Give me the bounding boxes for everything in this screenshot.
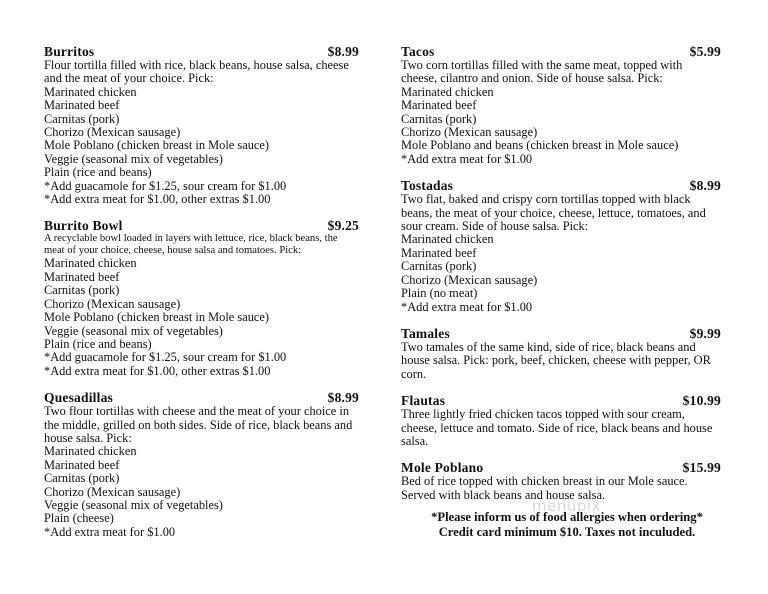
item-name: Tamales [401,325,450,341]
item-option: Carnitas (pork) [44,111,120,126]
item-name: Flautas [401,393,446,409]
item-option: Marinated beef [401,245,477,260]
item-price: $9.99 [689,325,721,341]
right-column [401,44,721,514]
item-option: *Add guacamole for $1.25, sour cream for $1.00 [44,178,287,193]
item-option: Mole Poblano (chicken breast in Mole sauce) [44,310,270,325]
item-option: Mole Poblano and beans (chicken breast in Mole sauce) [401,138,679,153]
item-option: Plain (cheese) [44,511,114,526]
item-price: $9.25 [327,218,359,234]
item-option: Chorizo (Mexican sausage) [44,125,181,140]
menu-item-burrito-bowl [44,218,359,378]
item-option: Carnitas (pork) [401,111,477,126]
item-option: Plain (no meat) [401,286,478,301]
item-header [401,178,721,193]
item-header [401,393,721,408]
menu-item-tacos [401,44,721,166]
item-header [401,460,721,475]
item-option: *Add guacamole for $1.25, sour cream for $1.00 [44,350,287,365]
item-option: Chorizo (Mexican sausage) [44,484,181,499]
item-description: A recyclable bowl loaded in layers with lettuce, rice, black beans, the meat of your choice, cheese, house salsa and tomatoes. Pick: [44,233,338,257]
item-description: Two corn tortillas filled with the same meat, topped with cheese, cilantro and onion. Side of house salsa. Pick: [401,58,683,86]
item-option: Chorizo (Mexican sausage) [401,272,538,287]
item-name: Burrito Bowl [44,218,123,234]
item-header [44,218,359,233]
item-option: *Add extra meat for $1.00 [401,299,533,314]
notice-line-2: Credit card minimum $10. Taxes not inculuded. [438,525,696,539]
item-price: $8.99 [327,44,359,59]
item-option: Marinated beef [44,98,120,113]
item-option: Marinated beef [44,457,120,472]
item-description: Flour tortilla filled with rice, black beans, house salsa, cheese and the meat of your choice. Pick: [44,58,349,86]
watermark: menupix [532,497,601,515]
item-option: Chorizo (Mexican sausage) [44,296,181,311]
item-option: Marinated chicken [44,444,137,459]
item-price: $8.99 [327,390,359,406]
left-column [44,44,359,551]
item-description: Three lightly fried chicken tacos topped with sour cream, cheese, lettuce and tomato. Side of rice, black beans and house salsa. [401,407,713,448]
menu-item-burritos [44,44,359,206]
item-option: *Add extra meat for $1.00, other extras $1.00 [44,363,271,378]
menu-item-quesadillas [44,390,359,539]
item-option: Chorizo (Mexican sausage) [401,125,538,140]
item-option: Marinated chicken [44,84,137,99]
item-option: Marinated chicken [44,256,137,271]
item-option: Plain (rice and beans) [44,336,152,351]
item-header [44,390,359,405]
item-option: Veggie (seasonal mix of vegetables) [44,497,223,512]
item-option: Carnitas (pork) [401,259,477,274]
item-option: Veggie (seasonal mix of vegetables) [44,151,223,166]
item-price: $15.99 [682,460,721,476]
item-price: $5.99 [689,44,721,59]
item-option: Marinated chicken [401,232,494,247]
allergy-notice [400,510,734,540]
item-option: Marinated chicken [401,84,494,99]
item-header [44,44,359,59]
item-header [401,326,721,341]
item-option: Marinated beef [401,98,477,113]
item-option: *Add extra meat for $1.00 [44,524,176,539]
item-name: Tacos [401,44,435,59]
item-description: Two flour tortillas with cheese and the meat of your choice in the middle, grilled on both sides. Side of rice, black beans and house salsa. Pick: [44,404,353,445]
item-option: Plain (rice and beans) [44,165,152,180]
item-description: Two tamales of the same kind, side of rice, black beans and house salsa. Pick: pork, beef, chicken, cheese with pepper, OR corn. [401,339,711,381]
item-option: *Add extra meat for $1.00 [401,151,533,166]
notice-line-1: *Please inform us of food allergies when ordering* [431,510,703,524]
item-option: *Add extra meat for $1.00, other extras $1.00 [44,192,271,207]
item-option: Marinated beef [44,269,120,284]
item-header [401,44,721,59]
item-name: Burritos [44,44,95,59]
item-option: Carnitas (pork) [44,471,120,486]
menu-item-tostadas [401,178,721,314]
menu-item-flautas [401,393,721,448]
item-description: Two flat, baked and crispy corn tortillas topped with black beans, the meat of your choice, cheese, lettuce, tomatoes, and sour cream. Side of house salsa. Pick: [401,192,706,234]
item-price: $10.99 [682,393,721,409]
item-option: Mole Poblano (chicken breast in Mole sauce) [44,138,270,153]
item-name: Mole Poblano [401,460,484,476]
item-option: Carnitas (pork) [44,283,120,298]
menu-item-tamales [401,326,721,381]
item-name: Tostadas [401,178,454,194]
item-price: $8.99 [689,178,721,194]
item-option: Veggie (seasonal mix of vegetables) [44,323,223,338]
item-name: Quesadillas [44,390,113,406]
menu-item-mole-poblano [401,460,721,502]
item-description: Bed of rice topped with chicken breast in our Mole sauce. Served with black beans and house salsa. [401,474,688,502]
